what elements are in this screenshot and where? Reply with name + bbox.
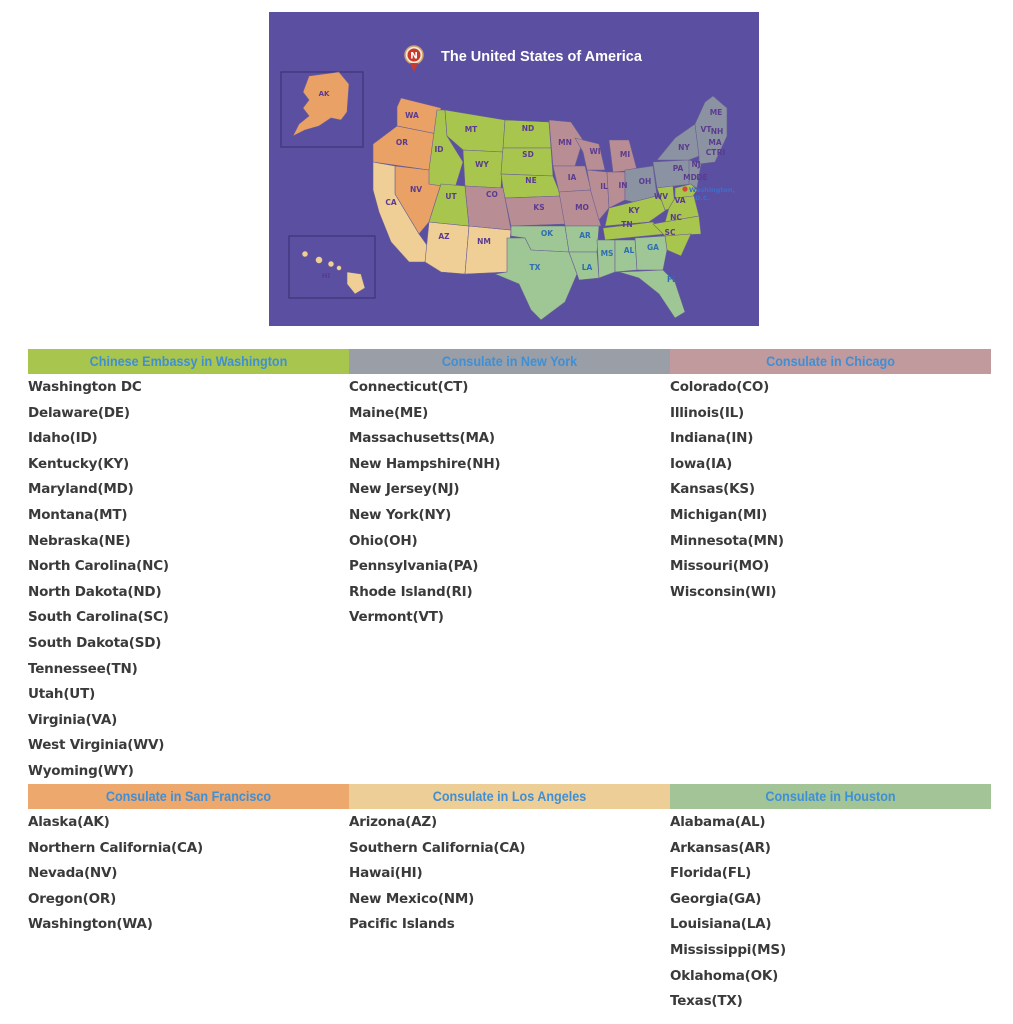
- state-label-mt: MT: [464, 125, 478, 134]
- list-item: Illinois(IL): [670, 404, 745, 421]
- state-list: [349, 374, 670, 631]
- section-header-bar: [349, 349, 670, 374]
- section-header: Consulate in New York: [441, 353, 578, 369]
- state-new-mexico: [465, 226, 511, 274]
- list-item: Southern California(CA): [349, 839, 526, 856]
- list-item: Missouri(MO): [670, 558, 770, 575]
- list-item: Oklahoma(OK): [670, 967, 779, 984]
- list-item: Iowa(IA): [670, 455, 733, 472]
- list-item: Wisconsin(WI): [670, 583, 777, 600]
- state-list: [28, 374, 349, 785]
- list-item: Arizona(AZ): [349, 814, 437, 830]
- state-label-mi: MI: [619, 150, 631, 159]
- list-item: Maryland(MD): [28, 481, 134, 498]
- state-label-al: AL: [623, 246, 635, 255]
- state-label-id: ID: [434, 145, 444, 154]
- list-item: Montana(MT): [28, 506, 128, 523]
- state-alabama: [615, 240, 637, 272]
- list-item: Nebraska(NE): [28, 532, 131, 549]
- list-item: Idaho(ID): [28, 430, 98, 447]
- state-label-wi: WI: [589, 147, 601, 156]
- section-header: Chinese Embassy in Washington: [89, 353, 288, 369]
- section-header: Consulate in Houston: [765, 788, 896, 804]
- list-item: Utah(UT): [28, 686, 96, 703]
- list-item: Vermont(VT): [349, 609, 444, 626]
- state-label-la: LA: [581, 263, 593, 272]
- state-label-tn: TN: [621, 220, 633, 229]
- state-label-nh: NH: [710, 127, 724, 136]
- list-item: Wyoming(WY): [28, 762, 134, 779]
- north-letter: N: [410, 51, 418, 62]
- state-label-oh: OH: [638, 177, 652, 186]
- state-label-wa: WA: [405, 111, 419, 120]
- consulate-section: [670, 349, 991, 605]
- list-item: Rhode Island(RI): [349, 583, 473, 600]
- state-label-in: IN: [618, 181, 628, 190]
- state-label-sc: SC: [664, 228, 676, 237]
- section-header-bar: [670, 349, 991, 374]
- state-label-ny: NY: [678, 143, 690, 152]
- state-label-ut: UT: [445, 192, 457, 201]
- state-label-ar: AR: [579, 231, 591, 240]
- state-label-nm: NM: [477, 237, 491, 246]
- list-item: Colorado(CO): [670, 379, 770, 395]
- list-item: Indiana(IN): [670, 430, 754, 447]
- washington-dc-marker: [682, 186, 687, 191]
- list-item: Nevada(NV): [28, 865, 118, 882]
- state-label-il: IL: [600, 182, 608, 191]
- state-label-vt: VT: [700, 125, 712, 134]
- list-item: New Hampshire(NH): [349, 455, 501, 472]
- state-label-ky: KY: [628, 206, 640, 215]
- state-list: [28, 809, 349, 938]
- state-label-nd: ND: [521, 124, 535, 133]
- section-header: Consulate in Chicago: [766, 353, 895, 369]
- list-item: North Carolina(NC): [28, 558, 169, 575]
- list-item: Northern California(CA): [28, 839, 203, 856]
- list-item: Mississippi(MS): [670, 941, 786, 958]
- map-title: The United States of America: [441, 49, 642, 65]
- state-label-ks: KS: [533, 203, 545, 212]
- state-list: [670, 374, 991, 605]
- state-label-wy: WY: [475, 160, 489, 169]
- list-item: Virginia(VA): [28, 711, 118, 728]
- state-label-co: CO: [486, 190, 498, 199]
- consulate-section: [349, 349, 670, 631]
- state-list: [670, 809, 991, 1015]
- list-item: Alabama(AL): [670, 814, 766, 830]
- state-label-or: OR: [395, 138, 409, 147]
- dc-label-line2: D.C.: [695, 194, 711, 202]
- list-item: Oregon(OR): [28, 890, 117, 907]
- list-item: New York(NY): [349, 506, 452, 523]
- list-item: Michigan(MI): [670, 506, 768, 523]
- list-item: Georgia(GA): [670, 890, 762, 907]
- state-list: [349, 809, 670, 938]
- consulate-section: [28, 349, 349, 785]
- list-item: South Carolina(SC): [28, 609, 169, 626]
- state-label-ga: GA: [647, 243, 659, 252]
- section-header-bar: [28, 349, 349, 374]
- section-header-bar: [349, 784, 670, 809]
- list-item: Texas(TX): [670, 993, 743, 1010]
- state-label-ak: AK: [318, 90, 330, 98]
- list-item: New Mexico(NM): [349, 890, 475, 907]
- state-wyoming: [463, 150, 503, 188]
- state-label-de: DE: [696, 173, 708, 182]
- state-arizona: [425, 222, 469, 274]
- state-mississippi: [597, 240, 615, 278]
- us-map: [269, 12, 759, 326]
- state-label-wv: WV: [653, 192, 669, 201]
- list-item: Florida(FL): [670, 865, 752, 882]
- state-label-ia: IA: [567, 173, 577, 182]
- state-label-ms: MS: [600, 249, 614, 258]
- list-item: Maine(ME): [349, 404, 429, 421]
- state-label-ok: OK: [540, 229, 554, 238]
- section-header-bar: [670, 784, 991, 809]
- list-item: Tennessee(TN): [28, 660, 138, 677]
- state-label-ne: NE: [525, 176, 537, 185]
- list-item: Washington(WA): [28, 916, 153, 933]
- state-label-sd: SD: [522, 150, 534, 159]
- consulate-section: [670, 784, 991, 1015]
- list-item: Pacific Islands: [349, 916, 455, 933]
- list-item: Delaware(DE): [28, 404, 130, 421]
- state-label-az: AZ: [438, 232, 450, 241]
- section-header: Consulate in San Francisco: [105, 788, 272, 804]
- list-item: Kansas(KS): [670, 481, 755, 498]
- list-item: Washington DC: [28, 379, 142, 395]
- state-label-ri: RI: [716, 148, 726, 157]
- state-label-nj: NJ: [691, 160, 701, 169]
- list-item: Massachusetts(MA): [349, 430, 495, 447]
- state-georgia: [635, 236, 667, 270]
- section-header-bar: [28, 784, 349, 809]
- state-label-fl: FL: [667, 275, 677, 284]
- state-label-ca: CA: [385, 198, 397, 207]
- list-item: Ohio(OH): [349, 532, 418, 549]
- list-item: Louisiana(LA): [670, 916, 772, 933]
- section-header: Consulate in Los Angeles: [432, 788, 587, 804]
- state-label-tx: TX: [529, 263, 541, 272]
- consulate-section: [349, 784, 670, 938]
- us-map-svg: [269, 12, 759, 326]
- state-label-me: ME: [709, 108, 723, 117]
- list-item: Arkansas(AR): [670, 839, 771, 856]
- list-item: Minnesota(MN): [670, 532, 784, 549]
- consulate-section: [28, 784, 349, 938]
- list-item: South Dakota(SD): [28, 634, 162, 651]
- state-label-md: MD: [683, 173, 697, 182]
- state-label-hi: HI: [321, 272, 331, 280]
- list-item: New Jersey(NJ): [349, 481, 460, 498]
- state-label-ma: MA: [708, 138, 722, 147]
- list-item: Pennsylvania(PA): [349, 558, 479, 575]
- state-label-va: VA: [674, 196, 686, 205]
- list-item: West Virginia(WV): [28, 737, 165, 754]
- list-item: Kentucky(KY): [28, 455, 130, 472]
- state-label-mo: MO: [575, 203, 589, 212]
- list-item: Alaska(AK): [28, 814, 110, 830]
- dc-label-line1: Washington,: [689, 186, 735, 194]
- state-label-nv: NV: [409, 185, 423, 194]
- state-label-mn: MN: [558, 138, 572, 147]
- list-item: North Dakota(ND): [28, 583, 162, 600]
- state-label-pa: PA: [672, 164, 684, 173]
- list-item: Hawai(HI): [349, 865, 423, 882]
- state-label-nc: NC: [670, 213, 682, 222]
- list-item: Connecticut(CT): [349, 379, 469, 395]
- state-label-ct: CT: [705, 148, 717, 157]
